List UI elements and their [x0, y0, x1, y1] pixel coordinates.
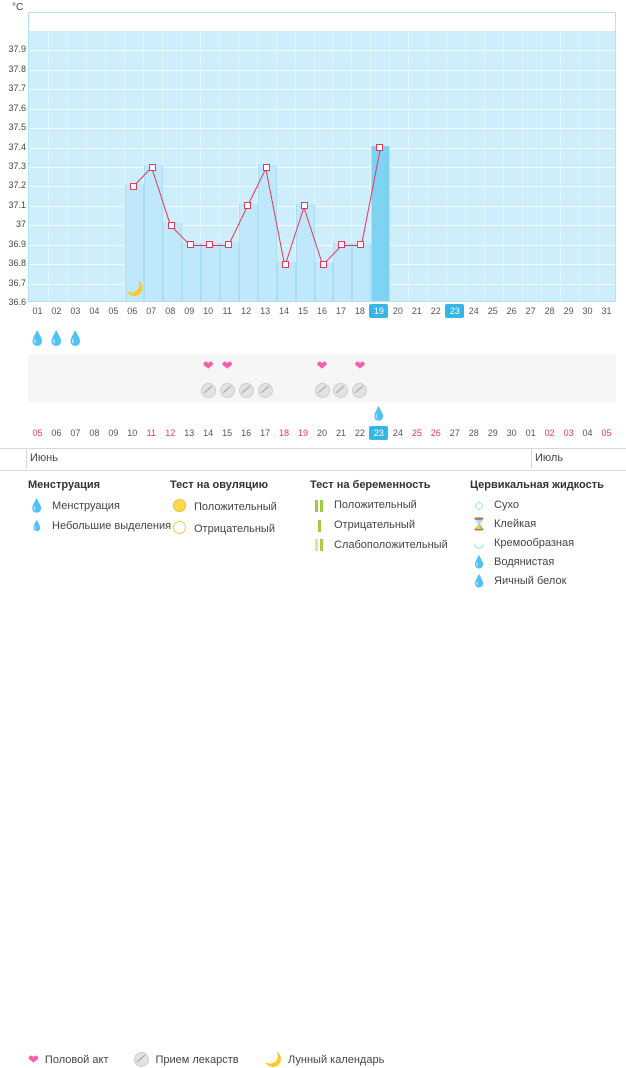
legend-item-label: Половой акт	[44, 1053, 109, 1066]
chart-plot-area[interactable]	[28, 12, 616, 302]
temperature-bar[interactable]	[315, 262, 334, 301]
temperature-point-marker[interactable]	[357, 241, 364, 248]
medication-marker[interactable]	[331, 378, 350, 402]
date-number-cell[interactable]: 22	[354, 428, 365, 438]
y-axis-tick-label: 37.7	[8, 83, 26, 94]
legend-bottom-row	[28, 1051, 384, 1068]
date-number-cell[interactable]: 01	[525, 428, 536, 438]
grid-line-vertical	[579, 13, 580, 301]
legend-item	[28, 1052, 108, 1068]
legend-item	[470, 556, 604, 568]
legend-item-label: Кремообразная	[494, 537, 575, 549]
grid-line	[29, 167, 615, 168]
day-number-cell[interactable]: 04	[89, 306, 100, 316]
day-number-cell[interactable]: 30	[582, 306, 593, 316]
temperature-bar[interactable]	[182, 243, 201, 301]
date-number-cell[interactable]: 06	[51, 428, 62, 438]
temperature-point-marker[interactable]	[263, 164, 270, 171]
day-number-cell[interactable]: 12	[241, 306, 252, 316]
grid-line-vertical	[465, 13, 466, 301]
day-number-cell[interactable]: 18	[354, 306, 365, 316]
y-axis-tick-label: 37.8	[8, 63, 26, 74]
menstruation-row[interactable]	[28, 326, 616, 350]
date-number-cell[interactable]: 05	[601, 428, 612, 438]
date-number-cell[interactable]: 07	[70, 428, 81, 438]
medication-row[interactable]	[28, 378, 616, 402]
month-separator	[26, 449, 27, 469]
empty-circle-icon	[170, 521, 188, 536]
legend-item-label: Отрицательный	[194, 522, 275, 535]
faint-two-bars-icon	[310, 539, 328, 552]
y-axis-tick-label: 37.5	[8, 122, 26, 133]
medication-marker[interactable]	[256, 378, 275, 402]
intercourse-marker[interactable]: ❤	[316, 358, 328, 373]
legend-item-label: Прием лекарств	[155, 1053, 239, 1066]
grid-line	[29, 89, 615, 90]
legend	[0, 470, 626, 1067]
medication-marker[interactable]	[218, 378, 237, 402]
date-number-cell[interactable]: 27	[449, 428, 460, 438]
day-number-cell[interactable]: 05	[108, 306, 119, 316]
date-number-cell[interactable]: 24	[392, 428, 403, 438]
grid-line-vertical	[408, 13, 409, 301]
legend-item-label: Положительный	[334, 499, 417, 512]
y-axis-tick-label: 36.9	[8, 238, 26, 249]
temperature-point-marker[interactable]	[130, 183, 137, 190]
day-number-cell[interactable]: 22	[430, 306, 441, 316]
intercourse-marker[interactable]: ❤	[202, 358, 214, 373]
date-number-cell[interactable]: 18	[279, 428, 290, 438]
grid-line-vertical	[48, 13, 49, 301]
legend-item	[310, 539, 448, 552]
grid-line-vertical	[105, 13, 106, 301]
date-number-cell[interactable]: 15	[222, 428, 233, 438]
menstruation-marker[interactable]: 💧	[47, 330, 66, 346]
month-labels-row	[0, 448, 626, 469]
legend-column-ovulation-test	[170, 479, 277, 543]
legend-item	[310, 519, 448, 532]
grid-line-vertical	[560, 13, 561, 301]
y-axis-tick-label: 37.9	[8, 44, 26, 55]
medication-marker[interactable]	[313, 378, 332, 402]
temperature-point-marker[interactable]	[338, 241, 345, 248]
y-axis-tick-label: 37	[15, 219, 26, 230]
day-number-cell[interactable]: 17	[335, 306, 346, 316]
legend-item	[470, 575, 604, 587]
grid-line	[29, 186, 615, 187]
small-blood-drop-icon: 💧	[30, 521, 44, 532]
day-number-cell[interactable]: 31	[601, 306, 612, 316]
legend-item	[170, 499, 277, 514]
temperature-point-marker[interactable]	[168, 222, 175, 229]
event-rows[interactable]	[28, 326, 616, 438]
two-bars-icon	[310, 499, 328, 512]
temperature-bar[interactable]	[144, 165, 163, 301]
day-number-cell[interactable]: 09	[184, 306, 195, 316]
grid-line-vertical	[503, 13, 504, 301]
grid-line-vertical	[484, 13, 485, 301]
temperature-bar[interactable]	[371, 146, 390, 301]
y-axis-tick-label: 36.6	[8, 297, 26, 307]
temperature-point-marker[interactable]	[149, 164, 156, 171]
y-axis-tick-label: 37.4	[8, 141, 26, 152]
day-number-cell[interactable]: 11	[222, 306, 232, 316]
date-number-cell[interactable]: 21	[335, 428, 346, 438]
date-number-cell[interactable]: 13	[184, 428, 195, 438]
day-number-cell[interactable]: 03	[70, 306, 81, 316]
cervical-fluid-marker[interactable]: 💧	[370, 406, 387, 421]
moon-icon: 🌙	[264, 1051, 283, 1067]
day-number-cell[interactable]: 23	[445, 304, 464, 318]
grid-line-vertical	[446, 13, 447, 301]
legend-column-title: Тест на беременность	[310, 479, 431, 491]
intercourse-marker[interactable]: ❤	[354, 358, 366, 373]
temperature-bar[interactable]	[220, 243, 239, 301]
y-axis-tick-label: 36.7	[8, 277, 26, 288]
day-number-cell[interactable]: 06	[127, 306, 138, 316]
month-label: Июнь	[30, 452, 58, 464]
grid-line	[29, 245, 615, 246]
temperature-point-marker[interactable]	[187, 241, 194, 248]
y-axis-unit-label: °C	[12, 2, 24, 13]
legend-item	[134, 1052, 238, 1067]
legend-item-label: Яичный белок	[494, 575, 567, 587]
date-number-cell[interactable]: 12	[165, 428, 176, 438]
day-number-cell[interactable]: 24	[468, 306, 479, 316]
temperature-point-marker[interactable]	[301, 202, 308, 209]
legend-item	[310, 499, 448, 512]
date-number-cell[interactable]: 26	[430, 428, 441, 438]
temperature-bar[interactable]	[201, 243, 220, 301]
day-number-cell[interactable]: 02	[51, 306, 62, 316]
legend-item	[470, 518, 604, 530]
day-number-cell[interactable]: 08	[165, 306, 176, 316]
date-number-cell[interactable]: 19	[298, 428, 309, 438]
day-number-cell[interactable]: 25	[487, 306, 498, 316]
date-number-cell[interactable]: 29	[487, 428, 498, 438]
temperature-bar[interactable]	[277, 262, 296, 301]
day-number-cell[interactable]: 29	[563, 306, 574, 316]
legend-item	[28, 499, 171, 512]
grid-line	[29, 50, 615, 51]
grid-line	[29, 148, 615, 149]
date-number-cell[interactable]: 30	[506, 428, 517, 438]
day-number-cell[interactable]: 14	[279, 306, 290, 316]
intercourse-marker[interactable]: ❤	[221, 358, 233, 373]
day-number-cell[interactable]: 16	[316, 306, 327, 316]
y-axis-tick-label: 37.3	[8, 161, 26, 171]
menstruation-marker[interactable]: 💧	[28, 330, 47, 346]
month-separator	[531, 449, 532, 469]
day-number-cell[interactable]: 21	[411, 306, 422, 316]
grid-line-vertical	[522, 13, 523, 301]
filled-circle-icon	[170, 499, 188, 514]
legend-item	[28, 519, 171, 532]
day-number-cell[interactable]: 15	[298, 306, 309, 316]
date-number-cell[interactable]: 02	[544, 428, 555, 438]
date-number-cell[interactable]: 23	[369, 426, 388, 440]
temperature-point-marker[interactable]	[320, 261, 327, 268]
medication-marker[interactable]	[237, 378, 256, 402]
grid-line-vertical	[427, 13, 428, 301]
day-number-cell[interactable]: 13	[260, 306, 271, 316]
date-number-cell[interactable]: 03	[563, 428, 574, 438]
y-axis-tick-label: 37.2	[8, 180, 26, 191]
date-number-axis[interactable]	[28, 428, 616, 446]
day-number-cell[interactable]: 07	[146, 306, 157, 316]
medication-marker[interactable]	[350, 378, 369, 402]
grid-line	[29, 206, 615, 207]
temperature-point-marker[interactable]	[225, 241, 232, 248]
day-number-cell[interactable]: 26	[506, 306, 517, 316]
cervical-fluid-row[interactable]	[28, 402, 616, 426]
creamy-icon: ◡	[473, 536, 485, 550]
legend-item-label: Положительный	[194, 500, 277, 513]
legend-column-pregnancy-test	[310, 479, 448, 558]
pill-icon	[134, 1052, 149, 1067]
legend-column-title: Менструация	[28, 479, 101, 491]
grid-line-vertical	[67, 13, 68, 301]
legend-item-label: Менструация	[52, 499, 120, 512]
legend-column-cervical-fluid	[470, 479, 604, 594]
dry-icon: ◇	[474, 498, 484, 512]
date-number-cell[interactable]: 28	[468, 428, 479, 438]
date-number-cell[interactable]: 11	[146, 428, 156, 438]
temperature-point-marker[interactable]	[206, 241, 213, 248]
date-number-cell[interactable]: 04	[582, 428, 593, 438]
grid-line	[29, 225, 615, 226]
eggwhite-icon: 💧	[471, 574, 487, 588]
heart-icon: ❤	[28, 1051, 39, 1067]
month-label: Июль	[535, 452, 564, 464]
date-number-cell[interactable]: 20	[316, 428, 327, 438]
day-number-cell[interactable]: 27	[525, 306, 536, 316]
grid-line	[29, 128, 615, 129]
legend-item	[265, 1051, 385, 1068]
legend-column-title: Тест на овуляцию	[170, 479, 269, 491]
date-number-cell[interactable]: 10	[127, 428, 138, 438]
y-axis-tick-label: 36.8	[8, 258, 26, 269]
date-number-cell[interactable]: 05	[32, 428, 43, 438]
chart-top-strip	[29, 13, 615, 32]
temperature-bar[interactable]	[296, 204, 315, 301]
temperature-point-marker[interactable]	[244, 202, 251, 209]
legend-item-label: Сухо	[494, 499, 519, 511]
grid-line-vertical	[541, 13, 542, 301]
date-number-cell[interactable]: 09	[108, 428, 119, 438]
y-axis-tick-label: 37.6	[8, 102, 26, 113]
menstruation-marker[interactable]: 💧	[66, 330, 85, 346]
legend-item-label: Водянистая	[494, 556, 555, 568]
date-number-cell[interactable]: 08	[89, 428, 100, 438]
temperature-point-marker[interactable]	[376, 144, 383, 151]
legend-item	[170, 521, 277, 536]
day-number-cell[interactable]: 20	[392, 306, 403, 316]
legend-column-menstruation	[28, 479, 171, 539]
day-number-cell[interactable]: 28	[544, 306, 555, 316]
moon-icon: 🌙	[126, 280, 144, 296]
date-number-cell[interactable]: 16	[241, 428, 252, 438]
basal-temperature-chart	[0, 0, 626, 310]
day-number-cell[interactable]: 19	[369, 304, 388, 318]
temperature-bar[interactable]	[258, 165, 277, 301]
one-bar-icon	[310, 519, 328, 532]
day-number-cell[interactable]: 01	[32, 306, 43, 316]
legend-item-label: Клейкая	[494, 518, 537, 530]
grid-line-vertical	[598, 13, 599, 301]
legend-item-label: Отрицательный	[334, 519, 415, 532]
intercourse-row[interactable]	[28, 354, 616, 378]
grid-line	[29, 70, 615, 71]
date-number-cell[interactable]: 14	[203, 428, 214, 438]
date-number-cell[interactable]: 17	[260, 428, 271, 438]
date-number-cell[interactable]: 25	[411, 428, 422, 438]
legend-item	[470, 537, 604, 549]
temperature-bar[interactable]	[352, 243, 371, 301]
legend-column-title: Цервикальная жидкость	[470, 479, 604, 491]
watery-icon: 💧	[471, 555, 487, 569]
grid-line	[29, 303, 615, 304]
legend-item-label: Небольшие выделения	[52, 519, 172, 532]
day-number-axis[interactable]	[28, 306, 616, 326]
legend-item-label: Лунный календарь	[288, 1053, 385, 1066]
day-number-cell[interactable]: 10	[203, 306, 214, 316]
medication-marker[interactable]	[199, 378, 218, 402]
sticky-icon: ⌛	[471, 517, 487, 531]
legend-item	[470, 499, 604, 511]
temperature-point-marker[interactable]	[282, 261, 289, 268]
y-axis-tick-label: 37.1	[8, 199, 26, 210]
legend-item-label: Слабоположительный	[334, 539, 448, 552]
blood-drop-icon: 💧	[28, 498, 46, 513]
grid-line-vertical	[86, 13, 87, 301]
grid-line	[29, 109, 615, 110]
